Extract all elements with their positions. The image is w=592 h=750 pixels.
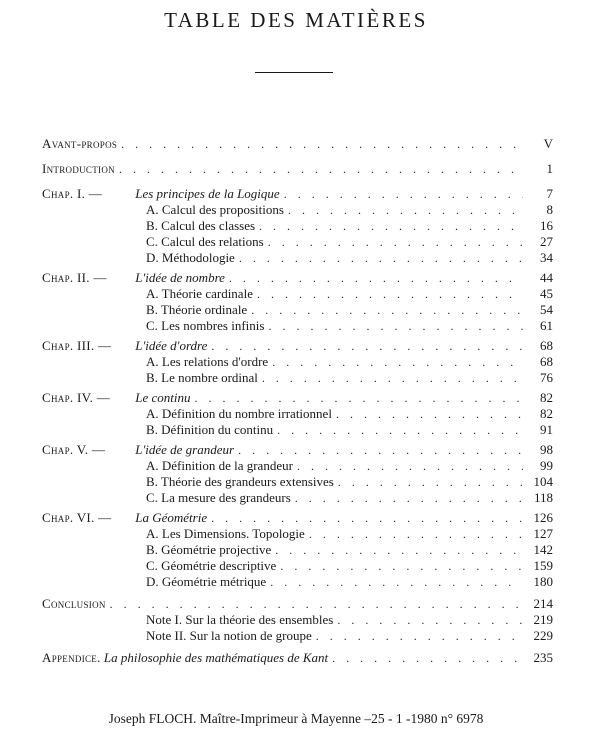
chapter-title: L'idée de nombre <box>132 270 225 285</box>
toc-entry-label <box>42 270 225 286</box>
dot-leader <box>280 558 523 574</box>
page-number: 235 <box>533 650 553 665</box>
toc-entry <box>146 458 553 474</box>
toc-entry-label <box>42 596 106 612</box>
section-title: B. Calcul des classes <box>146 218 256 233</box>
toc-entry-label <box>146 234 264 250</box>
toc-entry-label <box>146 628 312 644</box>
toc-entry <box>146 318 553 334</box>
page-number: 8 <box>546 202 553 217</box>
chapter-number: Chap. I. — <box>42 186 103 201</box>
toc-entry-label <box>42 136 117 152</box>
toc-entry <box>146 574 553 590</box>
page-number: 159 <box>533 558 553 573</box>
toc-entry-label <box>146 542 271 558</box>
toc-entry-label <box>146 526 305 542</box>
toc-entry <box>146 422 553 438</box>
page-number: 104 <box>533 474 553 489</box>
printer-colophon: Joseph FLOCH. Maître-Imprimeur à Mayenne –25 - 1 -1980 n° 6978 <box>108 711 484 726</box>
toc-entry <box>146 218 553 234</box>
toc-entry-label <box>146 250 235 266</box>
page-number: 98 <box>540 442 553 457</box>
page-number: 68 <box>540 354 553 369</box>
chapter-title: La Géométrie <box>132 510 208 525</box>
dot-leader <box>119 161 523 177</box>
toc-entry <box>42 390 553 406</box>
dot-leader <box>316 628 523 644</box>
toc-entry <box>146 558 553 574</box>
page-title: TABLE DES MATIÈRES <box>164 8 428 32</box>
page-number: 91 <box>540 422 553 437</box>
note-title: Note I. Sur la théorie des ensembles <box>146 612 334 627</box>
dot-leader <box>332 650 523 666</box>
dot-leader <box>338 474 523 490</box>
page-number: 214 <box>533 596 553 611</box>
dot-leader <box>270 574 523 590</box>
toc-entry <box>146 628 553 644</box>
toc-entry-label <box>146 474 334 490</box>
note-title: Note II. Sur la notion de groupe <box>146 628 312 643</box>
toc-entry-label <box>146 574 266 590</box>
page-number: 82 <box>540 406 553 421</box>
toc-entry-title: Avant-propos <box>42 136 118 151</box>
dot-leader <box>272 354 523 370</box>
page-number: 142 <box>533 542 553 557</box>
toc-entry <box>42 186 553 202</box>
dot-leader <box>251 302 523 318</box>
page-number: 27 <box>540 234 553 249</box>
chapter-number: Chap. II. — <box>42 270 107 285</box>
page-number: 45 <box>540 286 553 301</box>
dot-leader <box>268 318 523 334</box>
chapter-title: L'idée d'ordre <box>132 338 208 353</box>
toc-entry-title: Introduction <box>42 161 115 176</box>
page-number: 180 <box>533 574 553 589</box>
section-title: A. Calcul des propositions <box>146 202 284 217</box>
page-number: 16 <box>540 218 553 233</box>
toc-entry-title: Conclusion <box>42 596 106 611</box>
page-number: 54 <box>540 302 553 317</box>
section-title: B. Théorie des grandeurs extensives <box>146 474 334 489</box>
chapter-title: L'idée de grandeur <box>132 442 235 457</box>
page-number: 1 <box>546 161 553 176</box>
toc-entry-label <box>42 442 234 458</box>
toc-entry <box>42 270 553 286</box>
toc-entry <box>146 542 553 558</box>
dot-leader <box>288 202 523 218</box>
dot-leader <box>297 458 523 474</box>
page-number: 127 <box>533 526 553 541</box>
dot-leader <box>277 422 523 438</box>
toc-entry-label <box>42 390 191 406</box>
toc-entry-label <box>146 202 284 218</box>
toc-entry <box>42 650 553 666</box>
chapter-number: Chap. VI. — <box>42 510 112 525</box>
toc-entry-label <box>146 406 332 422</box>
toc-entry <box>146 302 553 318</box>
dot-leader <box>211 510 523 526</box>
dot-leader <box>229 270 523 286</box>
section-title: D. Géométrie métrique <box>146 574 267 589</box>
toc-entry <box>42 596 553 612</box>
toc-entry <box>146 202 553 218</box>
toc-entry <box>42 510 553 526</box>
toc-entry-label <box>146 370 258 386</box>
section-title: C. Géométrie descriptive <box>146 558 277 573</box>
dot-leader <box>309 526 523 542</box>
page-number: 118 <box>533 490 553 505</box>
toc-entry-label <box>146 558 276 574</box>
page-number: 229 <box>533 628 553 643</box>
dot-leader <box>239 250 523 266</box>
toc-entry-label <box>146 302 247 318</box>
toc-entry-label <box>146 458 293 474</box>
appendix-title: La philosophie des mathématiques de Kant <box>103 650 329 665</box>
toc-entry-label <box>42 338 207 354</box>
chapter-number: Chap. V. — <box>42 442 106 457</box>
dot-leader <box>211 338 523 354</box>
page-number: V <box>543 136 553 151</box>
dot-leader <box>275 542 523 558</box>
dot-leader <box>262 370 523 386</box>
section-title: C. La mesure des grandeurs <box>146 490 291 505</box>
dot-leader <box>284 186 523 202</box>
page-number: 219 <box>533 612 553 627</box>
toc-entry <box>42 161 553 177</box>
dot-leader <box>195 390 524 406</box>
toc-entry <box>146 612 553 628</box>
toc-entry <box>42 442 553 458</box>
toc-entry-label <box>42 186 280 202</box>
toc-entry <box>146 474 553 490</box>
section-title: A. Définition du nombre irrationnel <box>146 406 332 421</box>
toc-entry <box>146 286 553 302</box>
page-number: 76 <box>540 370 553 385</box>
toc-entry-label <box>146 490 291 506</box>
page-number: 82 <box>540 390 553 405</box>
toc-entry <box>146 354 553 370</box>
toc-entry-label <box>146 422 273 438</box>
dot-leader <box>336 406 523 422</box>
section-title: B. Géométrie projective <box>146 542 272 557</box>
page-number: 61 <box>540 318 553 333</box>
dot-leader <box>295 490 523 506</box>
dot-leader <box>337 612 523 628</box>
toc-entry <box>146 234 553 250</box>
section-title: B. Théorie ordinale <box>146 302 248 317</box>
toc-entry-label <box>146 612 333 628</box>
toc-entry <box>146 526 553 542</box>
chapter-title: Le continu <box>132 390 191 405</box>
page-number: 44 <box>540 270 553 285</box>
dot-leader <box>257 286 523 302</box>
section-title: C. Les nombres infinis <box>146 318 265 333</box>
toc-entry <box>146 406 553 422</box>
dot-leader <box>238 442 523 458</box>
section-title: A. Les Dimensions. Topologie <box>146 526 305 541</box>
toc-entry-label <box>146 318 264 334</box>
chapter-number: Chap. IV. — <box>42 390 111 405</box>
section-title: D. Méthodologie <box>146 250 235 265</box>
appendix-prefix: Appendice. <box>42 650 101 665</box>
toc-entry-label <box>146 286 253 302</box>
toc-entry <box>146 370 553 386</box>
section-title: B. Définition du continu <box>146 422 274 437</box>
section-title: A. Définition de la grandeur <box>146 458 293 473</box>
section-title: C. Calcul des relations <box>146 234 264 249</box>
toc-entry <box>42 136 553 152</box>
page-number: 34 <box>540 250 553 265</box>
section-title: B. Le nombre ordinal <box>146 370 258 385</box>
page-number: 126 <box>533 510 553 525</box>
toc-entry <box>42 338 553 354</box>
page-number: 7 <box>546 186 553 201</box>
toc-entry <box>146 490 553 506</box>
toc-entry <box>146 250 553 266</box>
chapter-number: Chap. III. — <box>42 338 112 353</box>
dot-leader <box>121 136 523 152</box>
page-number: 68 <box>540 338 553 353</box>
chapter-title: Les principes de la Logique <box>132 186 280 201</box>
section-title: A. Théorie cardinale <box>146 286 253 301</box>
toc-entry-label <box>42 510 207 526</box>
toc-entry-label <box>42 161 115 177</box>
toc-entry-label <box>42 650 328 666</box>
dot-leader <box>268 234 523 250</box>
page-number: 99 <box>540 458 553 473</box>
dot-leader <box>110 596 523 612</box>
dot-leader <box>259 218 523 234</box>
toc-entry-label <box>146 354 268 370</box>
section-title: A. Les relations d'ordre <box>146 354 269 369</box>
toc-entry-label <box>146 218 255 234</box>
